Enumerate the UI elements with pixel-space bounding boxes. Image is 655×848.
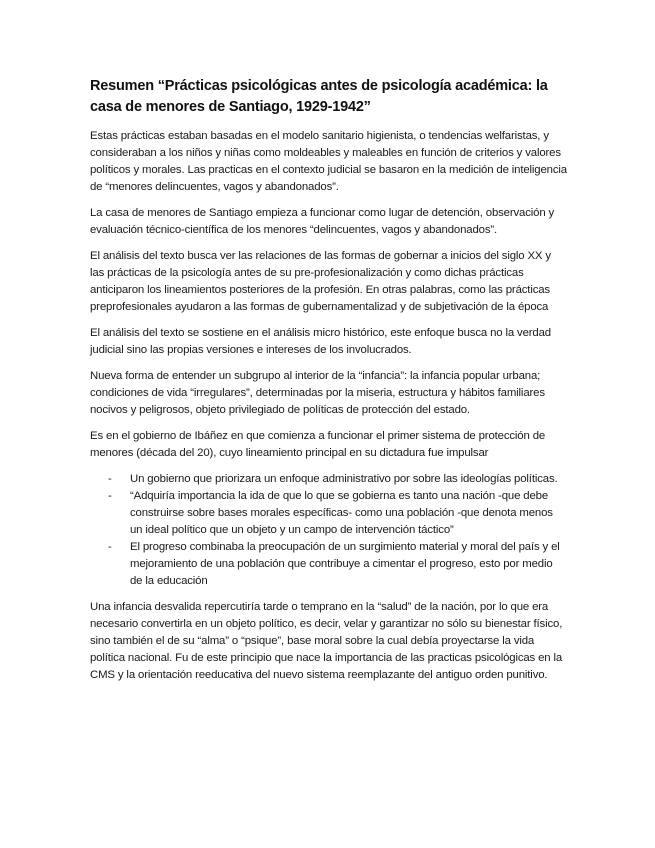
closing-paragraph: Una infancia desvalida repercutiría tarde o temprano en la “salud” de la nación, por lo que era necesario convertirla en un objeto político, es decir, velar y garantizar no sólo su bienestar físico, sino también el de su “alma” o “psique”, base moral sobre la cual debía proyectarse la vida política nacional. Fu de este principio que nace la importancia de las practicas psicológicas en la CMS y la orientación reeducativa del nuevo sistema reemplazante del antiguo orden punitivo. (90, 601, 563, 681)
paragraph-6: Es en el gobierno de Ibáñez en que comienza a funcionar el primer sistema de protección de menores (década del 20), cuyo lineamiento principal en su dictadura fue impulsar (90, 430, 546, 459)
bullet-text: El progreso combinaba la preocupación de un surgimiento material y moral del país y el mejoramiento de una población que contribuye a cimentar el progreso, esto por medio de la educación (130, 541, 560, 587)
bullet-list (90, 471, 567, 590)
paragraph-5: Nueva forma de entender un subgrupo al interior de la “infancia”: la infancia popular urbana; condiciones de vida “irregulares”, determinadas por la miseria, estructura y hábitos familiares nocivos y peligrosos, objeto privilegiado de políticas de protección del estado. (90, 370, 545, 416)
bullet-item (90, 488, 567, 539)
bullet-marker: - (108, 490, 112, 502)
paragraph-1: Estas prácticas estaban basadas en el modelo sanitario higienista, o tendencias welfaristas, y consideraban a los niños y niñas como moldeables y maleables en función de criterios y valores políticos y morales. Las practicas en el contexto judicial se basaron en la medición de inteligencia de “menores delincuentes, vagos y abandonados”. (90, 130, 567, 193)
bullet-item (90, 471, 567, 488)
bullet-item (90, 539, 567, 590)
paragraph-4: El análisis del texto se sostiene en el análisis micro histórico, este enfoque busca no la verdad judicial sino las propias versiones e intereses de los involucrados. (90, 327, 551, 356)
bullet-text: “Adquiría importancia la ida de que lo que se gobierna es tanto una nación -que debe construirse sobre bases morales específicas- como una población -que denota menos un ideal político que un objeto y un campo de intervención táctico” (130, 490, 553, 536)
bullet-marker: - (108, 541, 112, 553)
document-title: Resumen “Prácticas psicológicas antes de psicología académica: la casa de menores de Santiago, 1929-1942” (90, 78, 548, 115)
paragraph-2: La casa de menores de Santiago empieza a funcionar como lugar de detención, observación y evaluación técnico-científica de los menores “delincuentes, vagos y abandonados”. (90, 207, 555, 236)
paragraph-3: El análisis del texto busca ver las relaciones de las formas de gobernar a inicios del siglo XX y las prácticas de la psicología antes de su pre-profesionalización y como dichas prácticas anticiparon los lineamientos posteriores de la profesión. En otras palabras, como las prácticas preprofesionales ayudaron a las formas de gubernamentalizad y de subjetivación de la época (90, 250, 551, 313)
bullet-marker: - (108, 473, 112, 485)
bullet-text: Un gobierno que priorizara un enfoque administrativo por sobre las ideologías políticas. (130, 473, 558, 485)
